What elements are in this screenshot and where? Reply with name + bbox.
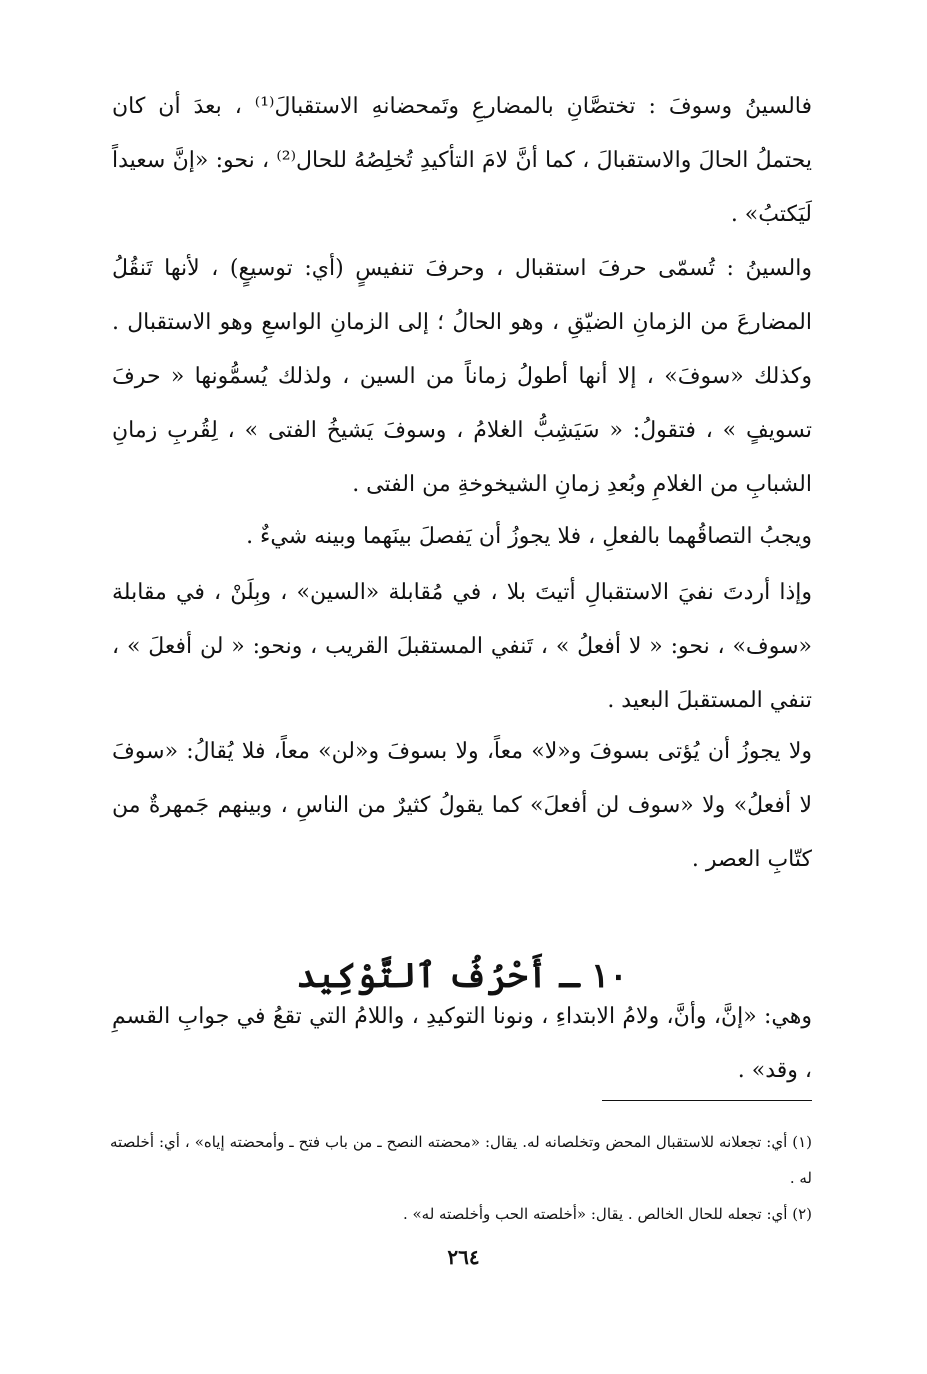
paragraph-text: والسينُ : تُسمّى حرفَ استقبال ، وحرفَ تنفيسٍ (أي: توسيعٍ) ، لأنها تَنقُلُ المضارعَ من الزمانِ الضيّقِ ، وهو الحالُ ؛ إلى الزمانِ الواسعِ وهو الاستقبال . وكذلك «سوفَ» ، إلا أنها أطولُ زماناً من السين ، ولذلك يُسمُّونها « حرفَ تسويفٍ » ، فتقولُ: « سَيَشِبُّ الغلامُ ، وسوفَ يَشيخُ الفتى » ، لِقُربِ زمانِ الشبابِ من الغلامِ وبُعدِ زمانِ الشيخوخةِ من الفتى . (112, 256, 812, 497)
footnote-divider (602, 1100, 812, 1101)
paragraph-la-yajuz (112, 725, 812, 887)
paragraph-sin-tanfis (112, 242, 812, 512)
paragraph-huruf-tawkid (112, 990, 812, 1098)
paragraph-text: وهي: «إنَّ، وأنَّ، ولامُ الابتداءِ ، ونونا التوكيدِ ، واللامُ التي تقعُ في جوابِ القسمِ ، وقد» . (112, 1004, 812, 1083)
page-number: ٢٦٤ (447, 1245, 480, 1269)
paragraph-text: فالسينُ وسوفَ : تختصَّانِ بالمضارعِ وتَمحضانهِ الاستقبالَ⁽¹⁾ ، بعدَ أن كان يحتملُ الحالَ والاستقبالَ ، كما أنَّ لامَ التأكيدِ تُخلِصُهُ للحال⁽²⁾ ، نحو: «إنَّ سعيداً لَيَكتبُ» . (112, 94, 812, 227)
paragraph-iltisaq (112, 510, 812, 564)
section-heading: ١٠ ـ أَحْرُفُ ٱلتَّوْكِيد (296, 956, 628, 997)
paragraph-sin-sawfa (112, 80, 812, 242)
paragraph-text: ولا يجوزُ أن يُؤتى بسوفَ و«لا» معاً، ولا بسوفَ و«لن» معاً، فلا يُقالُ: «سوفَ لا أفعلُ» ولا «سوف لن أفعلَ» كما يقولُ كثيرٌ من الناسِ ، وبينهم جَمهرةٌ من كتّابِ العصر . (112, 739, 812, 872)
paragraph-text: وإذا أردتَ نفيَ الاستقبالِ أتيتَ بلا ، في مُقابلة «السين» ، وبِلَنْ ، في مقابلة «سوف» ، نحو: « لا أفعلُ » ، تَنفي المستقبلَ القريب ، ونحو: « لن أفعلَ » ، تنفي المستقبلَ البعيد . (112, 580, 812, 713)
footnote-1: (١) أي: تجعلانه للاستقبال المحض وتخلصانه له. يقال: «محضته النصح ـ من باب فتح ـ وأمحضته إياه» ، أي: أخلصته له . (110, 1133, 812, 1187)
paragraph-text: ويجبُ التصاقُهما بالفعلِ ، فلا يجوزُ أن يَفصلَ بينَهما وبينه شيءٌ . (246, 524, 812, 549)
paragraph-nafy-istiqbal (112, 566, 812, 728)
footnote-2: (٢) أي: تجعله للحال الخالص . يقال: «أخلصته الحب وأخلصته له» . (402, 1205, 812, 1223)
footnotes (110, 1124, 812, 1232)
